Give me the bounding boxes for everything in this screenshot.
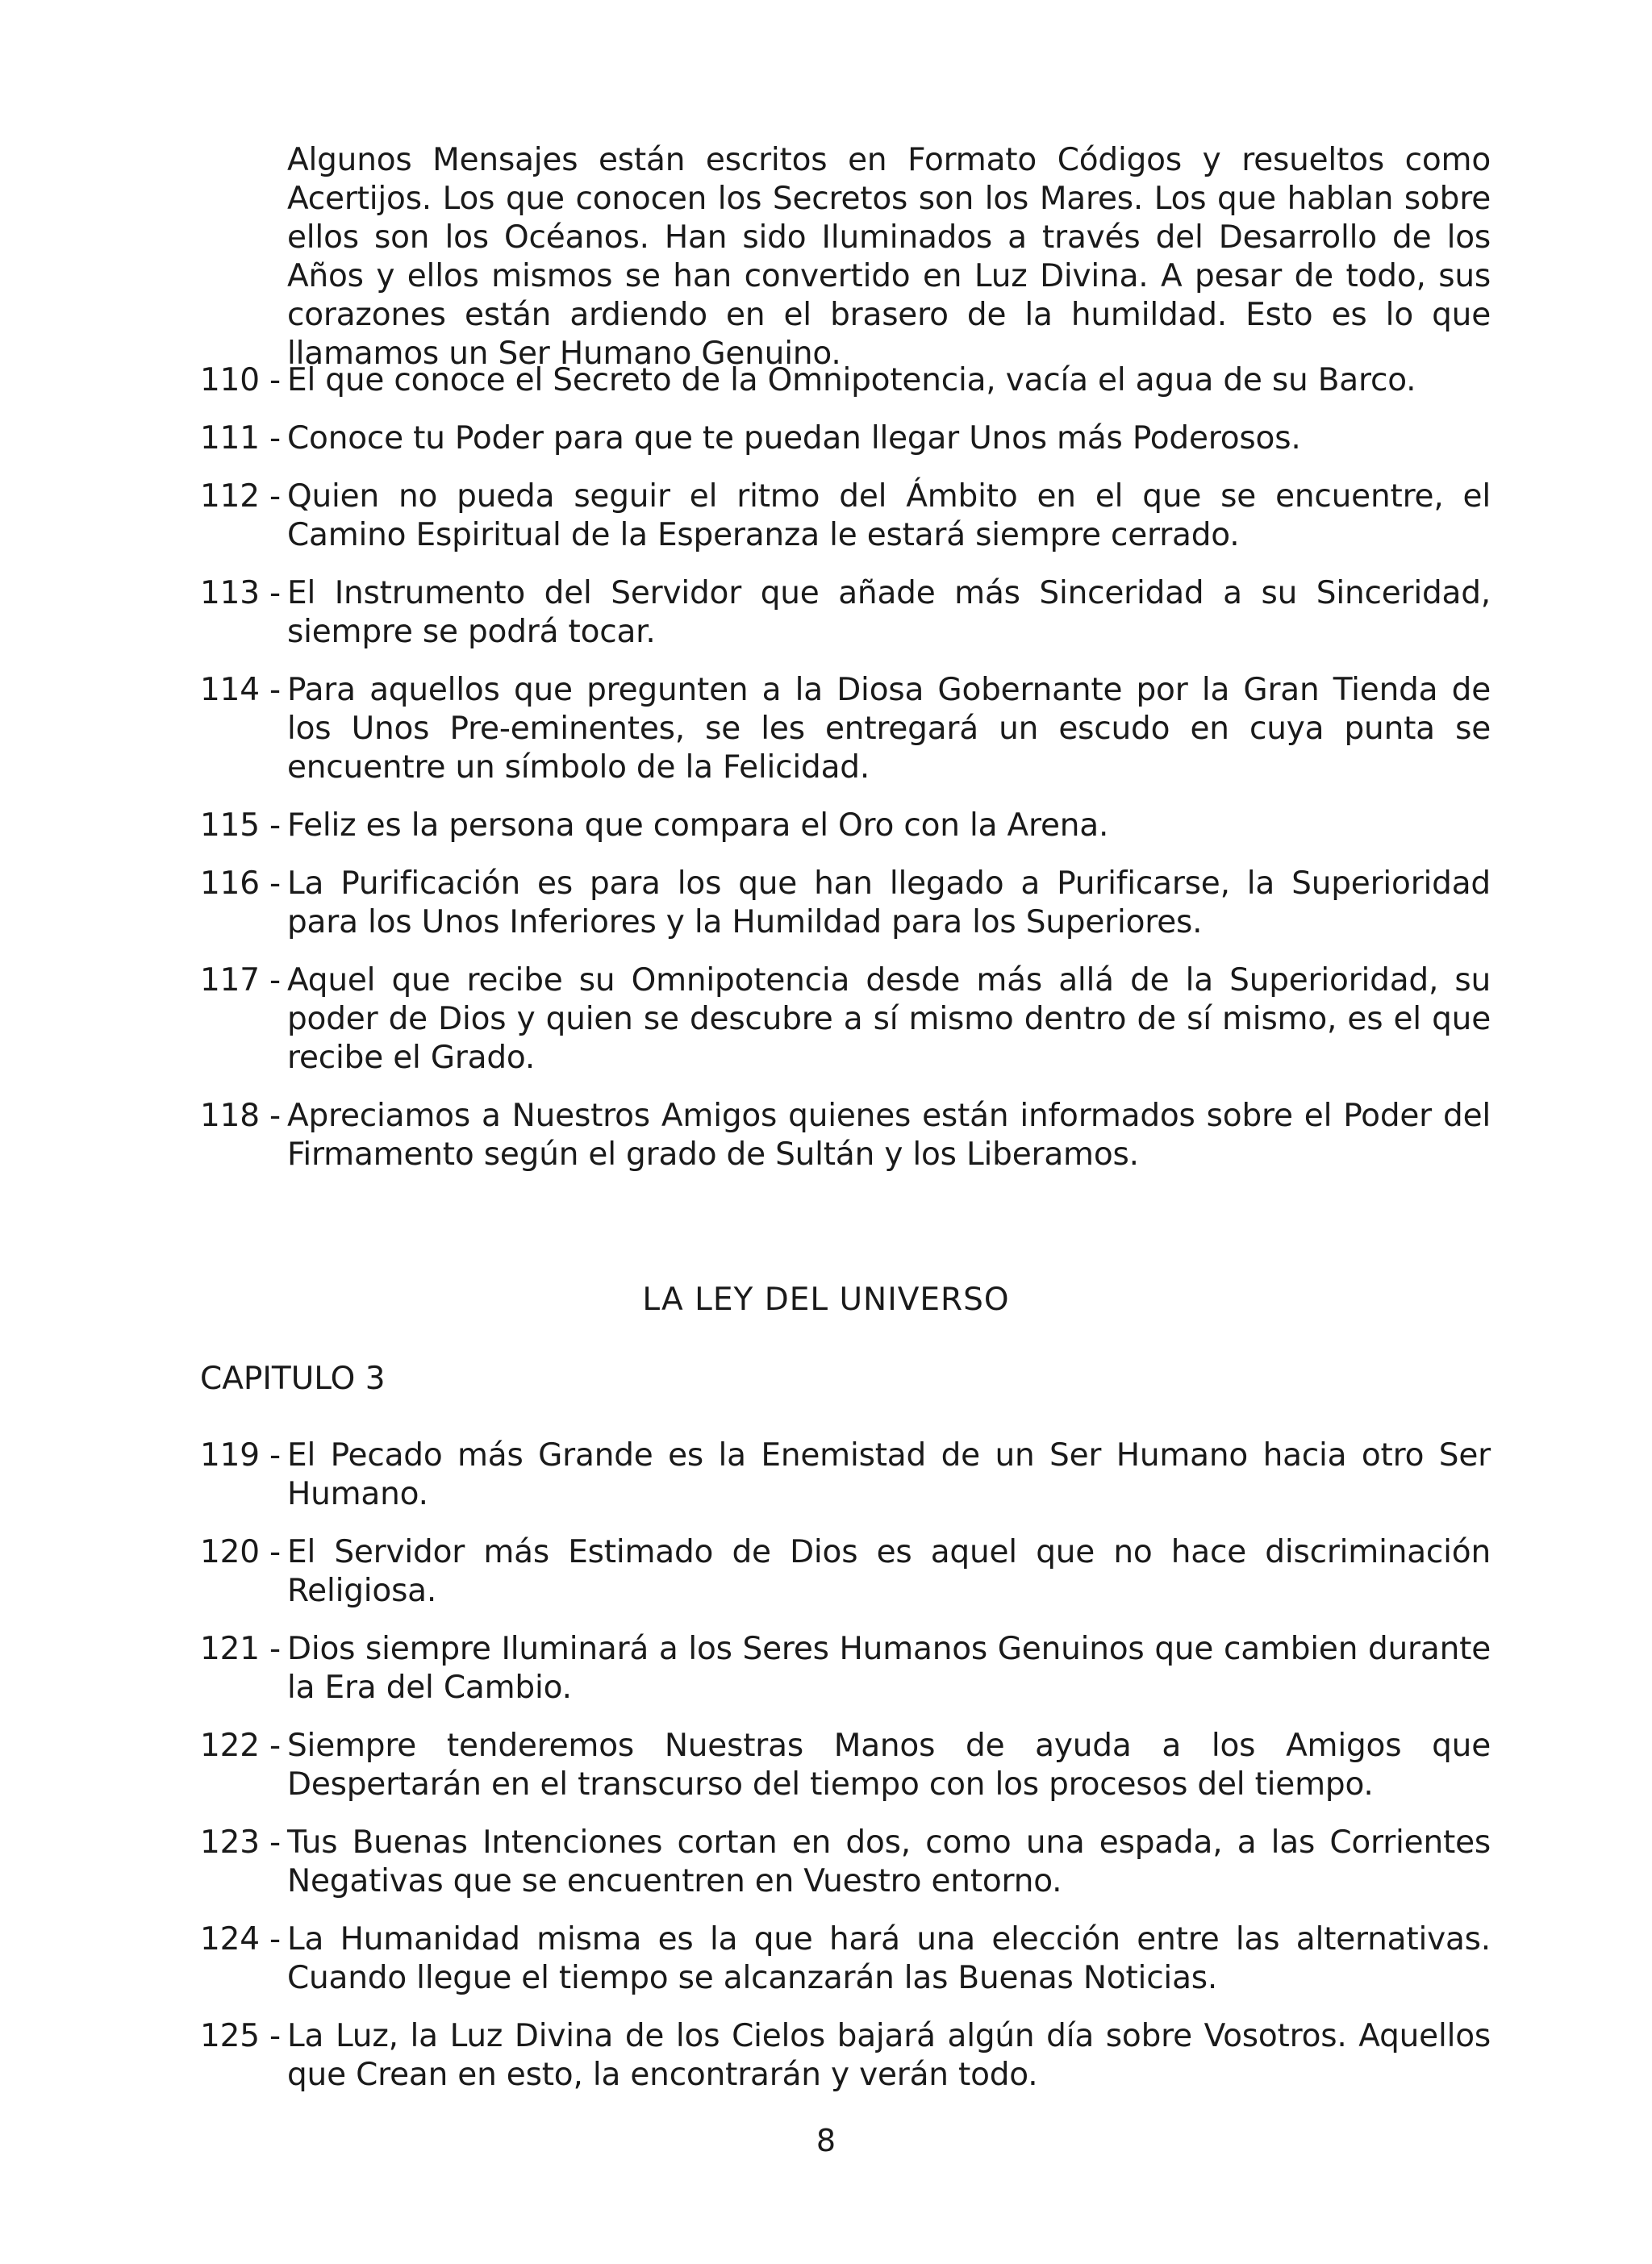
item-text: Quien no pueda seguir el ritmo del Ámbito en el que se encuentre, el Camino Espiritual de la Esperanza le estará siempre cerrado.	[287, 478, 1491, 553]
item-text: El que conoce el Secreto de la Omnipotencia, vacía el agua de su Barco.	[287, 362, 1416, 398]
item-text: El Pecado más Grande es la Enemistad de un Ser Humano hacia otro Ser Humano.	[287, 1437, 1491, 1512]
list-item	[200, 1436, 1491, 1514]
list-item	[200, 865, 1491, 942]
list-item	[200, 419, 1491, 458]
list-item	[200, 1824, 1491, 1901]
item-number: 117 -	[200, 962, 281, 999]
item-text: La Luz, la Luz Divina de los Cielos bajará algún día sobre Vosotros. Aquellos que Crean en esto, la encontrarán y verán todo.	[287, 2018, 1491, 2093]
section-title: LA LEY DEL UNIVERSO	[642, 1282, 1010, 1318]
item-number: 125 -	[200, 2018, 281, 2054]
list-item	[200, 361, 1491, 400]
page-number: 8	[816, 2123, 836, 2158]
message-list-bottom	[200, 1436, 1491, 2114]
list-item	[200, 1920, 1491, 1998]
item-number: 121 -	[200, 1631, 281, 1667]
item-text: Conoce tu Poder para que te puedan llegar Unos más Poderosos.	[287, 420, 1301, 457]
list-item	[200, 961, 1491, 1078]
item-number: 120 -	[200, 1534, 281, 1570]
list-item	[200, 807, 1491, 845]
item-text: Para aquellos que pregunten a la Diosa Gobernante por la Gran Tienda de los Unos Pre-eminentes, se les entregará un escudo en cuya punta se encuentre un símbolo de la Felicidad.	[287, 672, 1491, 786]
item-number: 112 -	[200, 478, 281, 515]
list-item	[200, 1097, 1491, 1174]
item-text: Aquel que recibe su Omnipotencia desde más allá de la Superioridad, su poder de Dios y quien se descubre a sí mismo dentro de sí mismo, es el que recibe el Grado.	[287, 962, 1491, 1076]
item-number: 113 -	[200, 575, 281, 611]
item-text: El Servidor más Estimado de Dios es aquel que no hace discriminación Religiosa.	[287, 1534, 1491, 1609]
item-number: 118 -	[200, 1098, 281, 1134]
intro-paragraph: Algunos Mensajes están escritos en Formato Códigos y resueltos como Acertijos. Los que conocen los Secretos son los Mares. Los que hablan sobre ellos son los Océanos. Han sido Iluminados a través del Desarrollo de los Años y ellos mismos se han convertido en Luz Divina. A pesar de todo, sus corazones están ardiendo en el brasero de la humildad. Esto es lo que llamamos un Ser Humano Genuino.	[287, 142, 1491, 372]
list-item	[200, 477, 1491, 555]
item-text: Siempre tenderemos Nuestras Manos de ayuda a los Amigos que Despertarán en el transcurso del tiempo con los procesos del tiempo.	[287, 1728, 1491, 1803]
list-item	[200, 1630, 1491, 1707]
list-item	[200, 1727, 1491, 1804]
item-text: Feliz es la persona que compara el Oro con la Arena.	[287, 807, 1109, 844]
item-number: 124 -	[200, 1921, 281, 1958]
chapter-heading: CAPITULO 3	[200, 1361, 386, 1397]
item-text: Tus Buenas Intenciones cortan en dos, como una espada, a las Corrientes Negativas que se encuentren en Vuestro entorno.	[287, 1824, 1491, 1899]
list-item	[200, 574, 1491, 652]
item-number: 116 -	[200, 865, 281, 902]
item-number: 122 -	[200, 1728, 281, 1764]
item-number: 123 -	[200, 1824, 281, 1861]
message-list-top	[200, 361, 1491, 1194]
item-text: Apreciamos a Nuestros Amigos quienes están informados sobre el Poder del Firmamento según el grado de Sultán y los Liberamos.	[287, 1098, 1491, 1173]
item-text: El Instrumento del Servidor que añade más Sinceridad a su Sinceridad, siempre se podrá tocar.	[287, 575, 1491, 650]
list-item	[200, 671, 1491, 787]
item-text: Dios siempre Iluminará a los Seres Humanos Genuinos que cambien durante la Era del Cambio.	[287, 1631, 1491, 1706]
item-number: 111 -	[200, 420, 281, 457]
item-text: La Humanidad misma es la que hará una elección entre las alternativas. Cuando llegue el tiempo se alcanzarán las Buenas Noticias.	[287, 1921, 1491, 1996]
item-number: 114 -	[200, 672, 281, 708]
item-text: La Purificación es para los que han llegado a Purificarse, la Superioridad para los Unos Inferiores y la Humildad para los Superiores.	[287, 865, 1491, 940]
item-number: 110 -	[200, 362, 281, 398]
item-number: 119 -	[200, 1437, 281, 1474]
item-number: 115 -	[200, 807, 281, 844]
list-item	[200, 2017, 1491, 2095]
list-item	[200, 1533, 1491, 1611]
